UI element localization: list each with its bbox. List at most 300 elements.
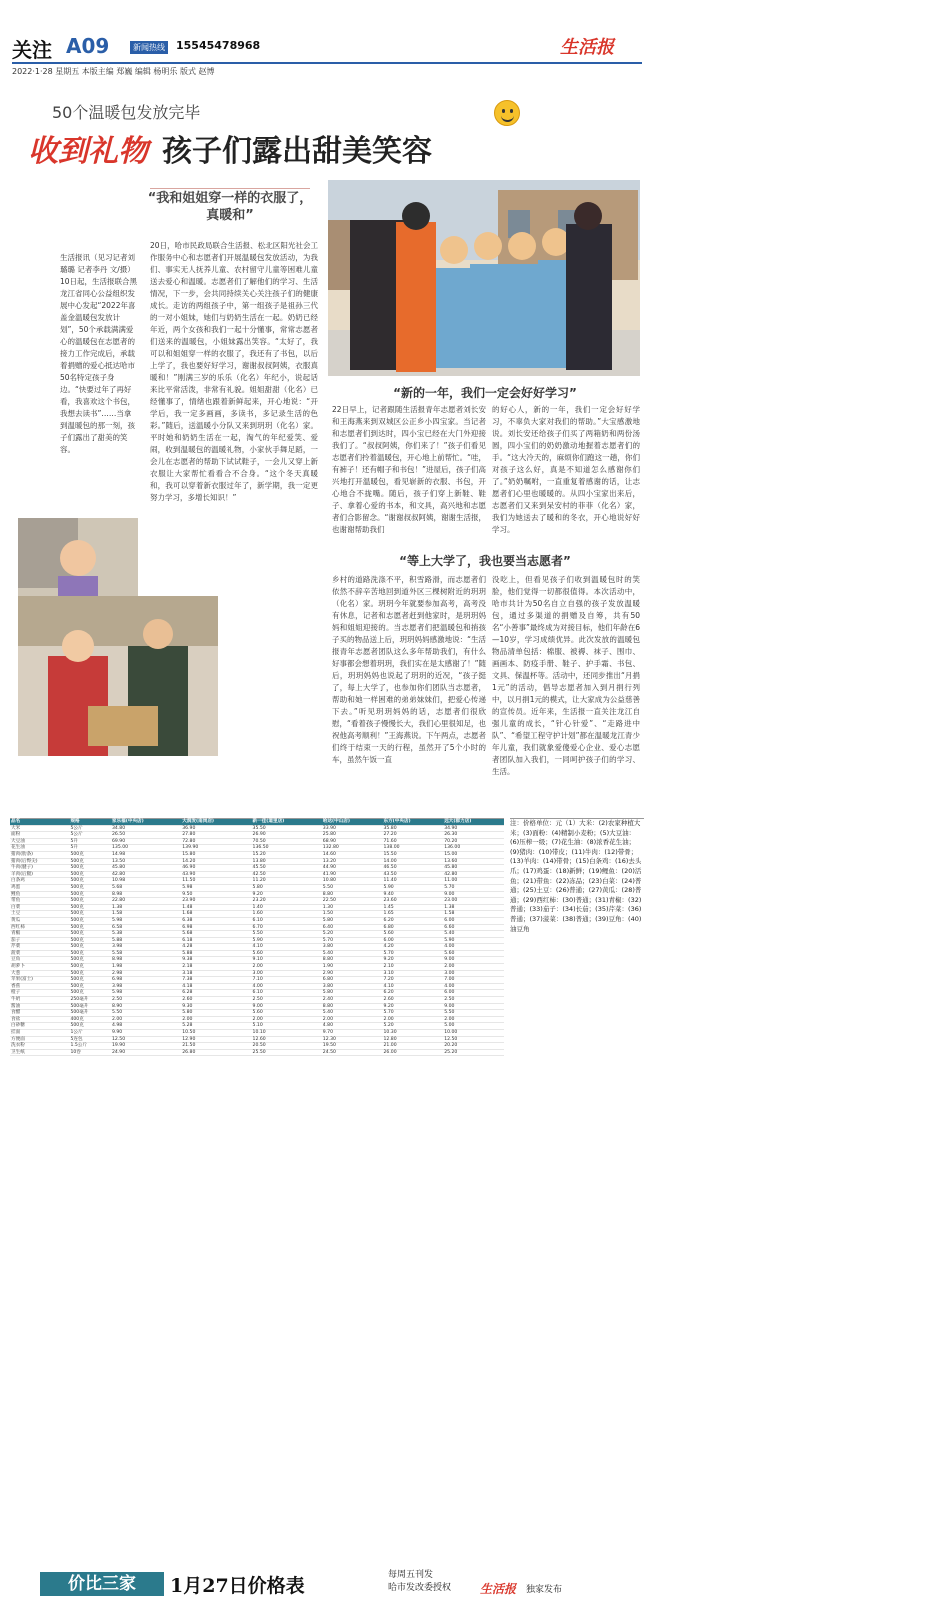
price-table-cell: 4.00 [252, 983, 322, 990]
price-table-cell: 带鱼 [10, 898, 69, 905]
price-table-cell: 6.98 [181, 924, 251, 931]
article-column-4: 乡村的道路洗涤不平，积雪路滑，而志愿者们依然不辞辛苦地回到道外区三棵树附近的玥玥（化名）家。玥玥今年就要参加高考，高考没有休息，记者和志愿者赶到他家时，是玥玥妈妈和姐姐迎接的。当志愿者们把温暖包和捎孩子买的物品送上后，玥玥妈妈感激地说：“生活报青年志愿者团队这么多年帮助我们，有什么好事都会想着玥玥，我们实在是太感谢了！”随后，玥玥妈妈也说起了玥玥的近况，“孩子挺了，每上大学了，也参加你们团队当志愿者，帮助和她一样困难的弟弟妹妹们，把爱心传递下去。”听见玥玥妈妈的话，志愿者们很欣慰，“看着孩子慢慢长大，我们心里很知足，也祝他高考顺利！”王海燕说。下午两点，志愿者们终于结束一天的行程，虽然开了5个小时的车，虽然午饭一直 [332, 575, 486, 764]
article-lead: 生活报讯（见习记者刘璐璐 记者李丹 文/摄）10日起，生活报联合黑龙江省同心公益组织发展中心发起“2022年喜盖金温暖包发放计划”，50个承载满满爱心的温暖包在志愿者的接力工作完成后，承载着捐赠的爱心抵达哈市50名特定孩子身边。“快要过年了再好看，我喜欢这个书包，我想去读书”……当拿到温暖包的那一刻，孩子们露出了甜美的笑容。 [60, 253, 138, 454]
price-table-cell: 500克 [69, 871, 111, 878]
price-table-cell: 500克 [69, 865, 111, 872]
price-table-cell: 500克 [69, 977, 111, 984]
price-table-cell: 500克 [69, 983, 111, 990]
price-table-cell: 2.60 [181, 997, 251, 1004]
price-table-cell: 5.88 [111, 937, 181, 944]
subhead-1: “我和姐姐穿一样的衣服了，真暖和” [147, 191, 313, 223]
price-table-cell: 5公斤 [69, 832, 111, 839]
price-table-cell: 5.60 [252, 1010, 322, 1017]
subhead-2: “新的一年，我们一定会好好学习” [393, 386, 577, 400]
price-table-cell: 花生油 [10, 845, 69, 852]
price-table-row [10, 865, 504, 872]
price-table-row [10, 891, 504, 898]
price-table-cell: 1.45 [382, 904, 443, 911]
price-table-cell: 豆角 [10, 957, 69, 964]
price-table-cell: 5.68 [111, 884, 181, 891]
price-table-cell: 9.38 [181, 957, 251, 964]
photo-caption: 发放现场 [926, 543, 933, 581]
price-table-row [10, 977, 504, 984]
price-table-cell: 5.90 [382, 884, 443, 891]
price-table-cell: 西红柿 [10, 924, 69, 931]
price-table-cell: 3.10 [382, 970, 443, 977]
price-table-cell: 9.00 [252, 1003, 322, 1010]
price-table-cell: 1.60 [252, 911, 322, 918]
price-table-row [10, 832, 504, 839]
price-table-cell: 4.98 [111, 1023, 181, 1030]
price-table-cell: 黄瓜 [10, 917, 69, 924]
price-table-cell: 1.68 [181, 911, 251, 918]
price-table-cell: 5.70 [443, 884, 504, 891]
price-table-cell: 1.5公斤 [69, 1043, 111, 1050]
price-table-cell: 15.50 [382, 851, 443, 858]
price-table-cell: 5.38 [111, 931, 181, 938]
price-table-row [10, 917, 504, 924]
price-table-cell: 6.80 [322, 977, 383, 984]
price-table-row [10, 1003, 504, 1010]
price-table-cell: 5.90 [443, 937, 504, 944]
price-table-cell: 5.50 [252, 931, 322, 938]
price-table-row [10, 1049, 504, 1056]
price-table-cell: 9.10 [252, 957, 322, 964]
price-table-cell: 3.80 [322, 983, 383, 990]
price-table-cell: 6.40 [322, 924, 383, 931]
price-table-cell: 6.98 [111, 977, 181, 984]
price-table-cell: 15.80 [181, 851, 251, 858]
price-table-row [10, 898, 504, 905]
price-table-cell: 猪肉(肋条) [10, 851, 69, 858]
price-table-cell: 菠菜 [10, 950, 69, 957]
price-table-cell: 5.60 [382, 931, 443, 938]
price-table-row [10, 884, 504, 891]
price-table-cell: 3.00 [443, 970, 504, 977]
price-table-cell: 洗衣粉 [10, 1043, 69, 1050]
price-table-cell: 2.90 [322, 970, 383, 977]
header-rule [12, 62, 642, 64]
price-table-cell: 1.65 [382, 911, 443, 918]
price-table-cell: 8.80 [322, 891, 383, 898]
price-table-cell: 5.90 [252, 937, 322, 944]
price-table-cell: 11.20 [252, 878, 322, 885]
price-table-cell: 食醋 [10, 1010, 69, 1017]
headline-dark-part: 孩子们露出甜美笑容 [162, 134, 432, 169]
price-table-cell: 26.90 [252, 832, 322, 839]
subhead-rule [150, 188, 310, 189]
price-table-cell: 芹菜 [10, 944, 69, 951]
price-table-cell: 3.98 [111, 944, 181, 951]
price-table-cell: 6.70 [252, 924, 322, 931]
price-table-cell: 5升 [69, 845, 111, 852]
price-table-cell: 14.60 [322, 851, 383, 858]
price-table-cell: 69.90 [111, 838, 181, 845]
price-table-row [10, 990, 504, 997]
price-table-cell: 挂面 [10, 1030, 69, 1037]
price-table-cell: 4.28 [181, 944, 251, 951]
price-table-cell: 5.98 [181, 884, 251, 891]
price-table-cell: 7.38 [181, 977, 251, 984]
price-table-cell: 6.60 [443, 924, 504, 931]
price-table-cell: 5.80 [252, 884, 322, 891]
price-table-cell: 139.90 [181, 845, 251, 852]
price-table-cell: 500克 [69, 924, 111, 931]
dateline: 2022·1·28 星期五 本版主编 郑巍 编辑 杨明乐 版式 赵博 [12, 67, 215, 76]
price-table-cell: 7.00 [443, 977, 504, 984]
price-table-cell: 27.20 [382, 832, 443, 839]
price-table-cell: 9.40 [382, 891, 443, 898]
price-table-cell: 香蕉 [10, 983, 69, 990]
price-table-cell: 2.10 [382, 964, 443, 971]
article-headline [28, 126, 432, 170]
price-table-cell: 土豆 [10, 911, 69, 918]
price-table-cell: 68.90 [322, 838, 383, 845]
price-table-cell: 42.80 [443, 871, 504, 878]
price-table-cell: 6.28 [181, 990, 251, 997]
price-table-row [10, 1023, 504, 1030]
price-table-cell: 12.80 [382, 1036, 443, 1043]
price-table-cell: 9.70 [322, 1030, 383, 1037]
price-table-cell: 大米 [10, 825, 69, 832]
price-table-cell: 5连包 [69, 1036, 111, 1043]
price-table-cell: 5.10 [252, 1023, 322, 1030]
price-table-cell: 5.58 [111, 950, 181, 957]
price-table-cell: 22.50 [322, 898, 383, 905]
price-table-cell: 500克 [69, 931, 111, 938]
price-table-cell: 鸡蛋 [10, 884, 69, 891]
price-table-cell: 500克 [69, 917, 111, 924]
price-table-cell: 42.80 [111, 871, 181, 878]
price-table-cell: 13.80 [252, 858, 322, 865]
price-table-cell: 食盐 [10, 1016, 69, 1023]
price-table-cell: 12.60 [252, 1036, 322, 1043]
price-table-cell: 9.30 [181, 1003, 251, 1010]
price-table-cell: 6.18 [181, 937, 251, 944]
photo-volunteer-with-child [18, 596, 218, 756]
price-table-cell: 5.70 [322, 937, 383, 944]
price-notes: 注：价格单位：元（1）大米：(2)农家种植大米；(3)面粉：(4)精制小麦粉；(5)大豆油：(6)压榨一级；(7)花生油：(8)浓香花生油；(9)猪肉：(10)带皮；(11)牛肉：(12)带骨；(13)羊肉：(14)带骨；(15)白条鸡：(16)去头爪；(17)鸡蛋：(18)新鲜；(19)鲤鱼：(20)活鱼；(21)带鱼：(22)冻品；(23)白菜：(24)普通；(25)土豆：(26)普通；(27)黄瓜：(28)普通；(29)西红柿：(30)普通；(31)青椒：(32)普通；(33)茄子：(34)长茄；(35)芹菜：(36)普通；(37)菠菜：(38)普通；(39)豆角：(40)油豆角 [510, 818, 644, 1014]
price-table-cell: 23.60 [382, 898, 443, 905]
price-table-row [10, 911, 504, 918]
price-table-cell: 5公斤 [69, 825, 111, 832]
price-table-cell: 4.00 [443, 944, 504, 951]
price-table-cell: 6.00 [443, 917, 504, 924]
price-table-cell: 500克 [69, 937, 111, 944]
headline-red-part: 收到礼物 [28, 134, 148, 169]
price-table-row [10, 1010, 504, 1017]
price-table-cell: 1.38 [443, 904, 504, 911]
price-table-cell: 3.00 [252, 970, 322, 977]
price-table-cell: 500克 [69, 898, 111, 905]
article-column-5: 没吃上，但看见孩子们收到温暖包时的笑脸，他们觉得一切都很值得。本次活动中，哈市共计为50名自立自强的孩子发放温暖包，通过多渠道的捐赠及自筹，共有50名“小善事”最终成为对接目标，他们年龄在6—10岁，学习成绩优异。此次发放的温暖包物品清单包括：棉服、被褥、袜子、围巾、画画本、防疫手册、鞋子、护手霜、书包、文具、保温杯等。活动中，还同步推出“月捐1元”的活动，倡导志愿者加入到月捐行列中，以月捐1元的模式，让大家成为公益慈善的宣传员。近年来，生活报一直关注龙江自强儿童的成长，“针心针爱”、“走路进中队”、“希望工程守护计划”都在温暖龙江青少年儿童，我们就象爱傻爱心企业、爱心志愿者团队加入我们，一同呵护孩子们的学习、生活。 [492, 575, 640, 776]
price-table-cell: 6.00 [443, 990, 504, 997]
price-table-cell: 苹果(富士) [10, 977, 69, 984]
price-table-cell: 12.30 [322, 1036, 383, 1043]
price-table-row [10, 924, 504, 931]
price-table-cell: 46.90 [181, 865, 251, 872]
price-table-cell: 10卷 [69, 1049, 111, 1056]
price-table-cell: 面粉 [10, 832, 69, 839]
price-table-cell: 牛奶 [10, 997, 69, 1004]
price-table-cell: 250毫升 [69, 997, 111, 1004]
price-table-cell: 41.90 [322, 871, 383, 878]
price-table-cell: 2.00 [252, 1016, 322, 1023]
price-table-cell: 5.50 [322, 884, 383, 891]
price-table-cell: 5.20 [322, 931, 383, 938]
price-table-cell: 5.20 [382, 1023, 443, 1030]
price-table-cell: 6.10 [252, 990, 322, 997]
price-table-cell: 35.50 [252, 825, 322, 832]
price-table-cell: 大葱 [10, 970, 69, 977]
price-column-header: 新一佳(道里店) [252, 819, 322, 825]
price-table-cell: 3.98 [111, 983, 181, 990]
price-table-cell: 34.90 [443, 825, 504, 832]
price-table-cell: 6.80 [382, 924, 443, 931]
price-section-logo: 生活报 [480, 1582, 517, 1596]
price-table-cell: 45.80 [111, 865, 181, 872]
price-table-cell: 羊肉(后腿) [10, 871, 69, 878]
price-table-cell: 9.00 [443, 1003, 504, 1010]
price-table-cell: 500克 [69, 884, 111, 891]
price-table-cell: 4.18 [181, 983, 251, 990]
price-table-cell: 5.40 [322, 1010, 383, 1017]
price-table-cell: 酱油 [10, 1003, 69, 1010]
price-table-cell: 2.50 [252, 997, 322, 1004]
price-table-cell: 500毫升 [69, 1010, 111, 1017]
price-table-cell: 2.18 [181, 964, 251, 971]
price-table-cell: 15.20 [252, 851, 322, 858]
price-table-row [10, 1043, 504, 1050]
price-table-cell: 500克 [69, 911, 111, 918]
price-table-cell: 5.50 [111, 1010, 181, 1017]
price-table-cell: 26.30 [443, 832, 504, 839]
price-table-cell: 23.20 [252, 898, 322, 905]
price-table-cell: 138.00 [382, 845, 443, 852]
price-table-cell: 14.00 [382, 858, 443, 865]
price-column-header: 大润发(南岗店) [181, 819, 251, 825]
price-table-cell: 135.00 [111, 845, 181, 852]
price-table-cell: 8.80 [322, 1003, 383, 1010]
price-table-cell: 1.30 [322, 904, 383, 911]
price-table-cell: 4.10 [382, 983, 443, 990]
price-table-cell: 1.48 [181, 904, 251, 911]
price-table-cell: 26.00 [382, 1049, 443, 1056]
price-table-cell: 9.50 [181, 891, 251, 898]
price-table-cell: 9.00 [443, 891, 504, 898]
price-table-cell: 500克 [69, 990, 111, 997]
price-table [10, 818, 504, 1055]
price-table-cell: 45.80 [443, 865, 504, 872]
price-table-cell: 5.80 [322, 990, 383, 997]
price-table-cell: 12.50 [111, 1036, 181, 1043]
price-table-cell: 10.50 [181, 1030, 251, 1037]
price-table-cell: 猪肉(后臀尖) [10, 858, 69, 865]
price-table-cell: 5.70 [382, 1010, 443, 1017]
price-table-row [10, 878, 504, 885]
price-table-cell: 9.20 [382, 957, 443, 964]
price-table-cell: 500克 [69, 970, 111, 977]
price-table-cell: 19.90 [111, 1043, 181, 1050]
price-table-cell: 136.00 [443, 845, 504, 852]
photo-illustration [328, 180, 640, 376]
price-table-cell: 8.98 [111, 957, 181, 964]
price-table-cell: 13.60 [443, 858, 504, 865]
price-column-header: 东方(中央店) [382, 819, 443, 825]
price-table-cell: 胡萝卜 [10, 964, 69, 971]
price-table-row [10, 937, 504, 944]
price-table-cell: 2.50 [111, 997, 181, 1004]
price-table-cell: 2.00 [443, 1016, 504, 1023]
price-table-cell: 45.50 [252, 865, 322, 872]
price-table-cell: 5.40 [322, 950, 383, 957]
price-table-cell: 7.20 [382, 977, 443, 984]
price-table-cell: 26.50 [111, 832, 181, 839]
price-table-cell: 4.20 [382, 944, 443, 951]
article-column-1: 20日，哈市民政局联合生活报、松北区阳光社会工作服务中心和志愿者们开展温暖包发放活动，为我们、事实无人抚养儿童、农村留守儿童等困难儿童送去爱心和温暖。志愿者们了解他们的学习、生活情况，下一步，会共同持续关心关注孩子们的健康成长。走访的两组孩子中，第一组孩子是祖孙三代的一对小姐妹，她们与奶奶生活在一起。奶奶已经年近，两个女孩和我们一起十分懂事，常常志愿者们送来的温暖包，小姐妹露出笑容。“太好了，我可以和姐姐穿一样的衣服了，我还有了书包，以后上学了，我也要好好学习，谢谢叔叔阿姨，衣服真暖和！”刚满三岁的乐乐（化名）年纪小，说起话来比平常活泼，非常有礼貌。姐姐甜甜（化名）已经懂事了，情绪也跟着新鲜起来，开心地说：“开学后，我一定多画画，多读书，多记录生活的色彩。”随后，送温暖小分队又来到玥玥（化名）家。平时她和奶奶生活在一起，淘气的年纪爱笑、爱闹，收到温暖包的温暖礼物，小家伙手舞足蹈，一会儿在志愿者的帮助下试试鞋子，一会儿又穿上新衣服让大家帮忙看看合不合身。“这个冬天真暖和，我可以穿着新衣服过年了，新学期，我一定更努力学习，多增长知识！” [150, 241, 318, 502]
price-table-cell: 5.80 [181, 1010, 251, 1017]
price-table-cell: 11.50 [181, 878, 251, 885]
price-table-cell: 1.98 [111, 964, 181, 971]
price-section-logo-tail: 独家发布 [526, 1585, 563, 1595]
price-table-cell: 35.80 [382, 825, 443, 832]
price-table-cell: 鲤鱼 [10, 891, 69, 898]
price-table-cell: 26.80 [181, 1049, 251, 1056]
price-table-cell: 5.80 [322, 917, 383, 924]
price-table-cell: 5.50 [443, 1010, 504, 1017]
price-table-cell: 500克 [69, 957, 111, 964]
price-table-row [10, 904, 504, 911]
price-table-cell: 10.10 [252, 1030, 322, 1037]
price-table-cell: 6.20 [382, 917, 443, 924]
price-table-cell: 25.20 [443, 1049, 504, 1056]
price-table-cell: 12.50 [443, 1036, 504, 1043]
price-table-cell: 1.40 [252, 904, 322, 911]
price-table-cell: 2.00 [252, 964, 322, 971]
price-table-cell: 2.00 [382, 1016, 443, 1023]
price-table-cell: 20.50 [252, 1043, 322, 1050]
price-table-cell: 500毫升 [69, 1003, 111, 1010]
price-table-cell: 5.98 [111, 990, 181, 997]
paper-logo: 生活报 [560, 37, 614, 58]
price-table-cell: 5.60 [443, 950, 504, 957]
price-table-cell: 5.88 [181, 950, 251, 957]
price-table-cell: 70.50 [252, 838, 322, 845]
price-table-cell: 6.00 [382, 937, 443, 944]
price-table-cell: 13.20 [322, 858, 383, 865]
price-table-cell: 8.90 [111, 1003, 181, 1010]
price-table-row [10, 957, 504, 964]
price-table-cell: 22.80 [111, 898, 181, 905]
price-table-cell: 72.80 [181, 838, 251, 845]
price-table-row [10, 851, 504, 858]
price-table-cell: 1.58 [111, 911, 181, 918]
price-table-cell: 43.90 [181, 871, 251, 878]
price-table-cell: 9.20 [252, 891, 322, 898]
price-table-cell: 12.90 [181, 1036, 251, 1043]
price-table-cell: 2.00 [111, 1016, 181, 1023]
price-table-cell: 500克 [69, 944, 111, 951]
price-table-row [10, 871, 504, 878]
price-table-cell: 500克 [69, 891, 111, 898]
hotline-number: 15545478968 [176, 39, 261, 52]
price-table-cell: 9.20 [382, 1003, 443, 1010]
price-table-cell: 6.38 [181, 917, 251, 924]
price-table-cell: 1.58 [443, 911, 504, 918]
price-table-cell: 橙子 [10, 990, 69, 997]
price-table-cell: 4.10 [252, 944, 322, 951]
article-column-3: 的好心人，新的一年，我们一定会好好学习，不辜负大家对我们的帮助。”大宝感激地说。刘长安还给孩子们买了两箱奶和两份汤圆，四小宝们的奶奶激动地握着志愿者们的手。“这大冷天的，麻烦你们跑这一趟，你们对孩子这么好，真是不知道怎么感谢你们了。”奶奶嘱咐，一直重复着感谢的话，让志愿者们心里也暖暖的。从四小宝家出来后，志愿者们又来到呆安村的菲菲（化名）家，我们为她送去了暖和的冬衣，开心地说好好学习。 [492, 405, 640, 534]
price-table-cell: 白砂糖 [10, 1023, 69, 1030]
price-table-cell: 4.00 [443, 983, 504, 990]
price-table-cell: 44.90 [322, 865, 383, 872]
price-table-cell: 2.40 [322, 997, 383, 1004]
price-table-cell: 10.00 [443, 1030, 504, 1037]
price-table-cell: 5.60 [252, 950, 322, 957]
price-table-cell: 茄子 [10, 937, 69, 944]
price-table-cell: 71.60 [382, 838, 443, 845]
smiley-icon [494, 100, 520, 126]
price-table-row [10, 997, 504, 1004]
price-table-cell: 36.90 [181, 825, 251, 832]
price-table-cell: 1.90 [322, 964, 383, 971]
price-table-cell: 2.98 [111, 970, 181, 977]
price-table-cell: 11.40 [382, 878, 443, 885]
price-table-cell: 5.28 [181, 1023, 251, 1030]
price-table-cell: 9.90 [111, 1030, 181, 1037]
price-table-cell: 400克 [69, 1016, 111, 1023]
price-table-cell: 2.00 [181, 1016, 251, 1023]
price-table-cell: 白菜 [10, 904, 69, 911]
masthead [0, 0, 654, 76]
price-table-cell: 33.90 [322, 825, 383, 832]
price-table-row [10, 858, 504, 865]
price-table-row [10, 964, 504, 971]
article-kicker: 50个温暖包发放完毕 [52, 103, 201, 122]
price-table-cell: 6.58 [111, 924, 181, 931]
volunteer-photo-illustration [18, 596, 218, 756]
price-table-cell: 白条鸡 [10, 878, 69, 885]
price-table-cell: 10.98 [111, 878, 181, 885]
price-table-cell: 21.50 [181, 1043, 251, 1050]
price-meta-line-2: 哈市发改委授权 [388, 1583, 452, 1593]
price-table-cell: 2.50 [443, 997, 504, 1004]
price-table-cell: 23.90 [181, 898, 251, 905]
price-table-cell: 20.20 [443, 1043, 504, 1050]
price-table-cell: 24.50 [322, 1049, 383, 1056]
price-table-cell: 42.50 [252, 871, 322, 878]
price-table-cell: 9.00 [443, 957, 504, 964]
price-table-cell: 25.80 [322, 832, 383, 839]
price-table-cell: 4.80 [322, 1023, 383, 1030]
price-table-cell: 8.98 [111, 891, 181, 898]
price-table-cell: 14.98 [111, 851, 181, 858]
price-table-cell: 34.80 [111, 825, 181, 832]
price-table-cell: 10.30 [382, 1030, 443, 1037]
price-table-cell: 500克 [69, 878, 111, 885]
price-table-cell: 13.50 [111, 858, 181, 865]
price-section-meta [388, 1569, 451, 1595]
price-table-cell: 25.50 [252, 1049, 322, 1056]
price-table-cell: 1.50 [322, 911, 383, 918]
price-table-cell: 10.80 [322, 878, 383, 885]
price-table-cell: 6.20 [382, 990, 443, 997]
price-table-cell: 24.90 [111, 1049, 181, 1056]
price-meta-line-1: 每周五刊发 [388, 1570, 434, 1580]
price-table-cell: 500克 [69, 950, 111, 957]
section-name: 关注 [12, 38, 52, 62]
page-code: A09 [66, 34, 110, 58]
